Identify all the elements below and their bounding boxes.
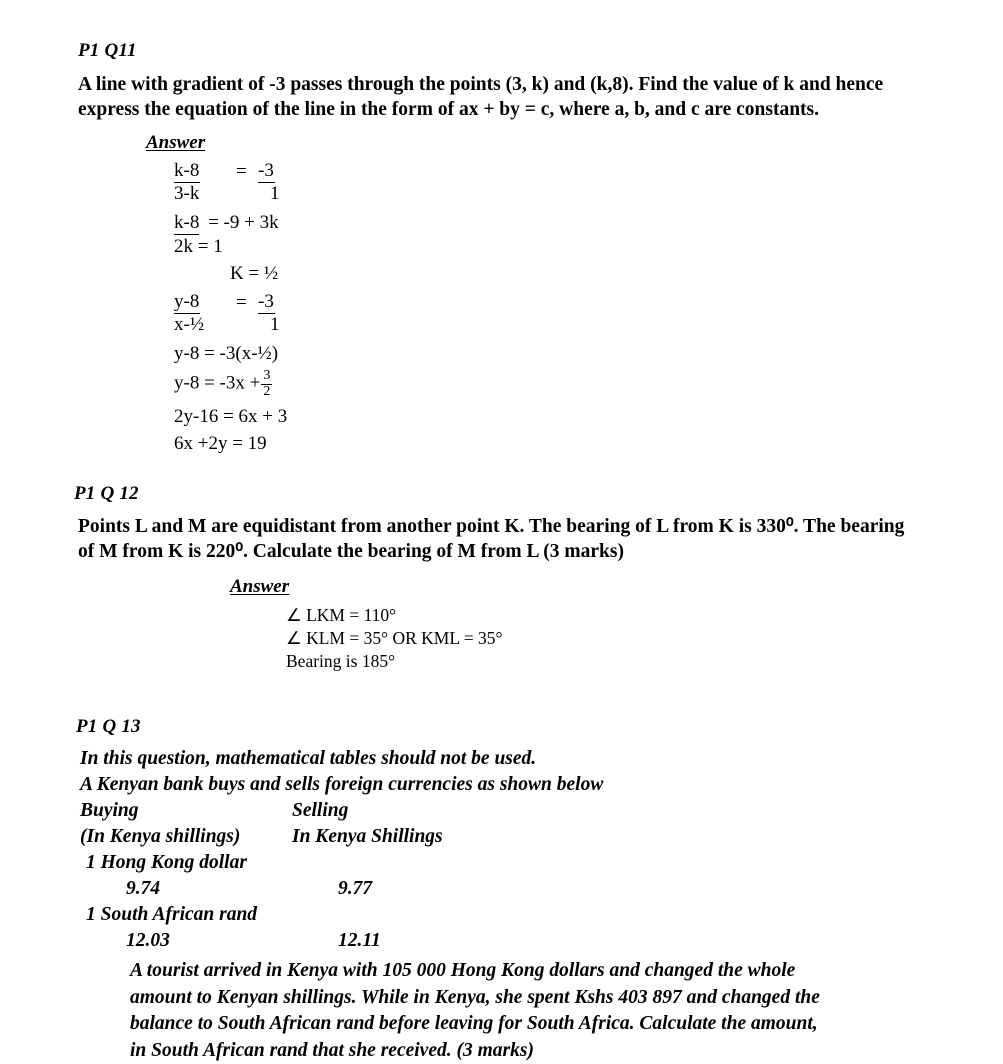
question-12-body: Points L and M are equidistant from another point K. The bearing of L from K is 330⁰. The bearing of M from K is 220⁰. Calculate the bearing of M from L (3 marks) <box>78 516 905 562</box>
rates-row-1-values <box>80 876 830 902</box>
working-line-1 <box>174 160 918 205</box>
question-13-line-2: A Kenyan bank buys and sells foreign currencies as shown below <box>80 774 604 795</box>
q12-working-line-3: Bearing is 185° <box>286 651 396 671</box>
working-fraction-right-1 <box>258 160 280 205</box>
question-12-heading: P1 Q 12 <box>74 483 139 504</box>
question-13-heading: P1 Q 13 <box>76 716 141 737</box>
question-12-answer <box>230 576 918 673</box>
question-11-working <box>174 160 918 455</box>
working-line-1-rnum: -3 <box>258 160 274 181</box>
question-11-block <box>78 40 918 455</box>
question-13-line-1: In this question, mathematical tables should not be used. <box>80 748 537 769</box>
rates-row-2-label: 1 South African rand <box>86 904 258 925</box>
question-12-block <box>74 483 918 673</box>
working-line-6-fnum: 3 <box>263 368 271 383</box>
working-line-4-num: y-8 <box>174 291 200 312</box>
working-line-1-equals: = <box>236 161 247 182</box>
rates-col-selling-sub: In Kenya Shillings <box>292 826 443 847</box>
working-line-5: y-8 = -3(x-½) <box>174 343 279 364</box>
working-line-2-rest: = -9 + 3k <box>208 212 279 233</box>
rates-row-1-buy: 9.74 <box>126 878 161 899</box>
question-13-intro <box>80 746 830 1064</box>
question-13-block <box>76 716 830 1064</box>
working-line-4-equals: = <box>236 292 247 313</box>
rates-row-2-values <box>80 928 830 954</box>
working-line-2 <box>174 211 918 258</box>
answer-label-q11: Answer <box>146 132 206 153</box>
working-line-4-den: x-½ <box>174 314 205 335</box>
working-line-8: 6x +2y = 19 <box>174 433 267 455</box>
rates-table-subheader <box>80 824 830 850</box>
rates-table-header <box>80 798 830 824</box>
working-line-1-num: k-8 <box>174 160 200 181</box>
working-line-7: 2y-16 = 6x + 3 <box>174 406 288 428</box>
working-fraction-right-2 <box>258 291 280 336</box>
q12-working-line-2: ∠ KLM = 35° OR KML = 35° <box>286 628 503 648</box>
working-fraction-left-1 <box>174 160 236 205</box>
rates-row-2-sell: 12.11 <box>338 930 381 951</box>
question-11-answer <box>146 132 918 455</box>
working-line-4-rnum: -3 <box>258 291 274 312</box>
q12-working-line-1: ∠ LKM = 110° <box>286 605 397 625</box>
rates-col-selling: Selling <box>292 800 349 821</box>
rates-row-2-buy: 12.03 <box>126 930 170 951</box>
working-line-6 <box>174 369 918 399</box>
question-12-working <box>286 604 918 673</box>
working-line-2-num: k-8 <box>174 212 200 233</box>
working-fraction-left-2 <box>174 291 236 336</box>
working-line-6-text: y-8 = -3x + <box>174 372 261 394</box>
rates-row-1-sell: 9.77 <box>338 878 373 899</box>
question-11-heading: P1 Q11 <box>78 40 137 61</box>
working-line-6-fraction <box>261 369 272 399</box>
working-line-1-rden: 1 <box>270 183 280 204</box>
rates-row-1-label: 1 Hong Kong dollar <box>86 852 247 873</box>
question-13-paragraph: A tourist arrived in Kenya with 105 000 Hong Kong dollars and changed the whole amount to Kenyan shillings. While in Kenya, she spent Kshs 403 897 and changed the balance to South African rand before leaving for South Africa. Calculate the amount, in South African rand that she received. (3 marks) <box>130 960 820 1061</box>
question-11-body: A line with gradient of -3 passes through the points (3, k) and (k,8). Find the value of k and hence express the equation of the line in the form of ax + by = c, where a, b, and c are constants. <box>78 74 884 120</box>
working-line-3: K = ½ <box>230 263 279 284</box>
working-line-6-fden: 2 <box>263 383 271 399</box>
working-line-2-den: 2k = 1 <box>174 236 223 257</box>
working-line-1-den: 3-k <box>174 183 200 204</box>
working-line-4 <box>174 291 918 336</box>
rates-col-buying: Buying <box>80 800 139 821</box>
rates-col-buying-sub: (In Kenya shillings) <box>80 826 241 847</box>
working-line-4-rden: 1 <box>270 314 280 335</box>
answer-label-q12: Answer <box>230 576 290 597</box>
